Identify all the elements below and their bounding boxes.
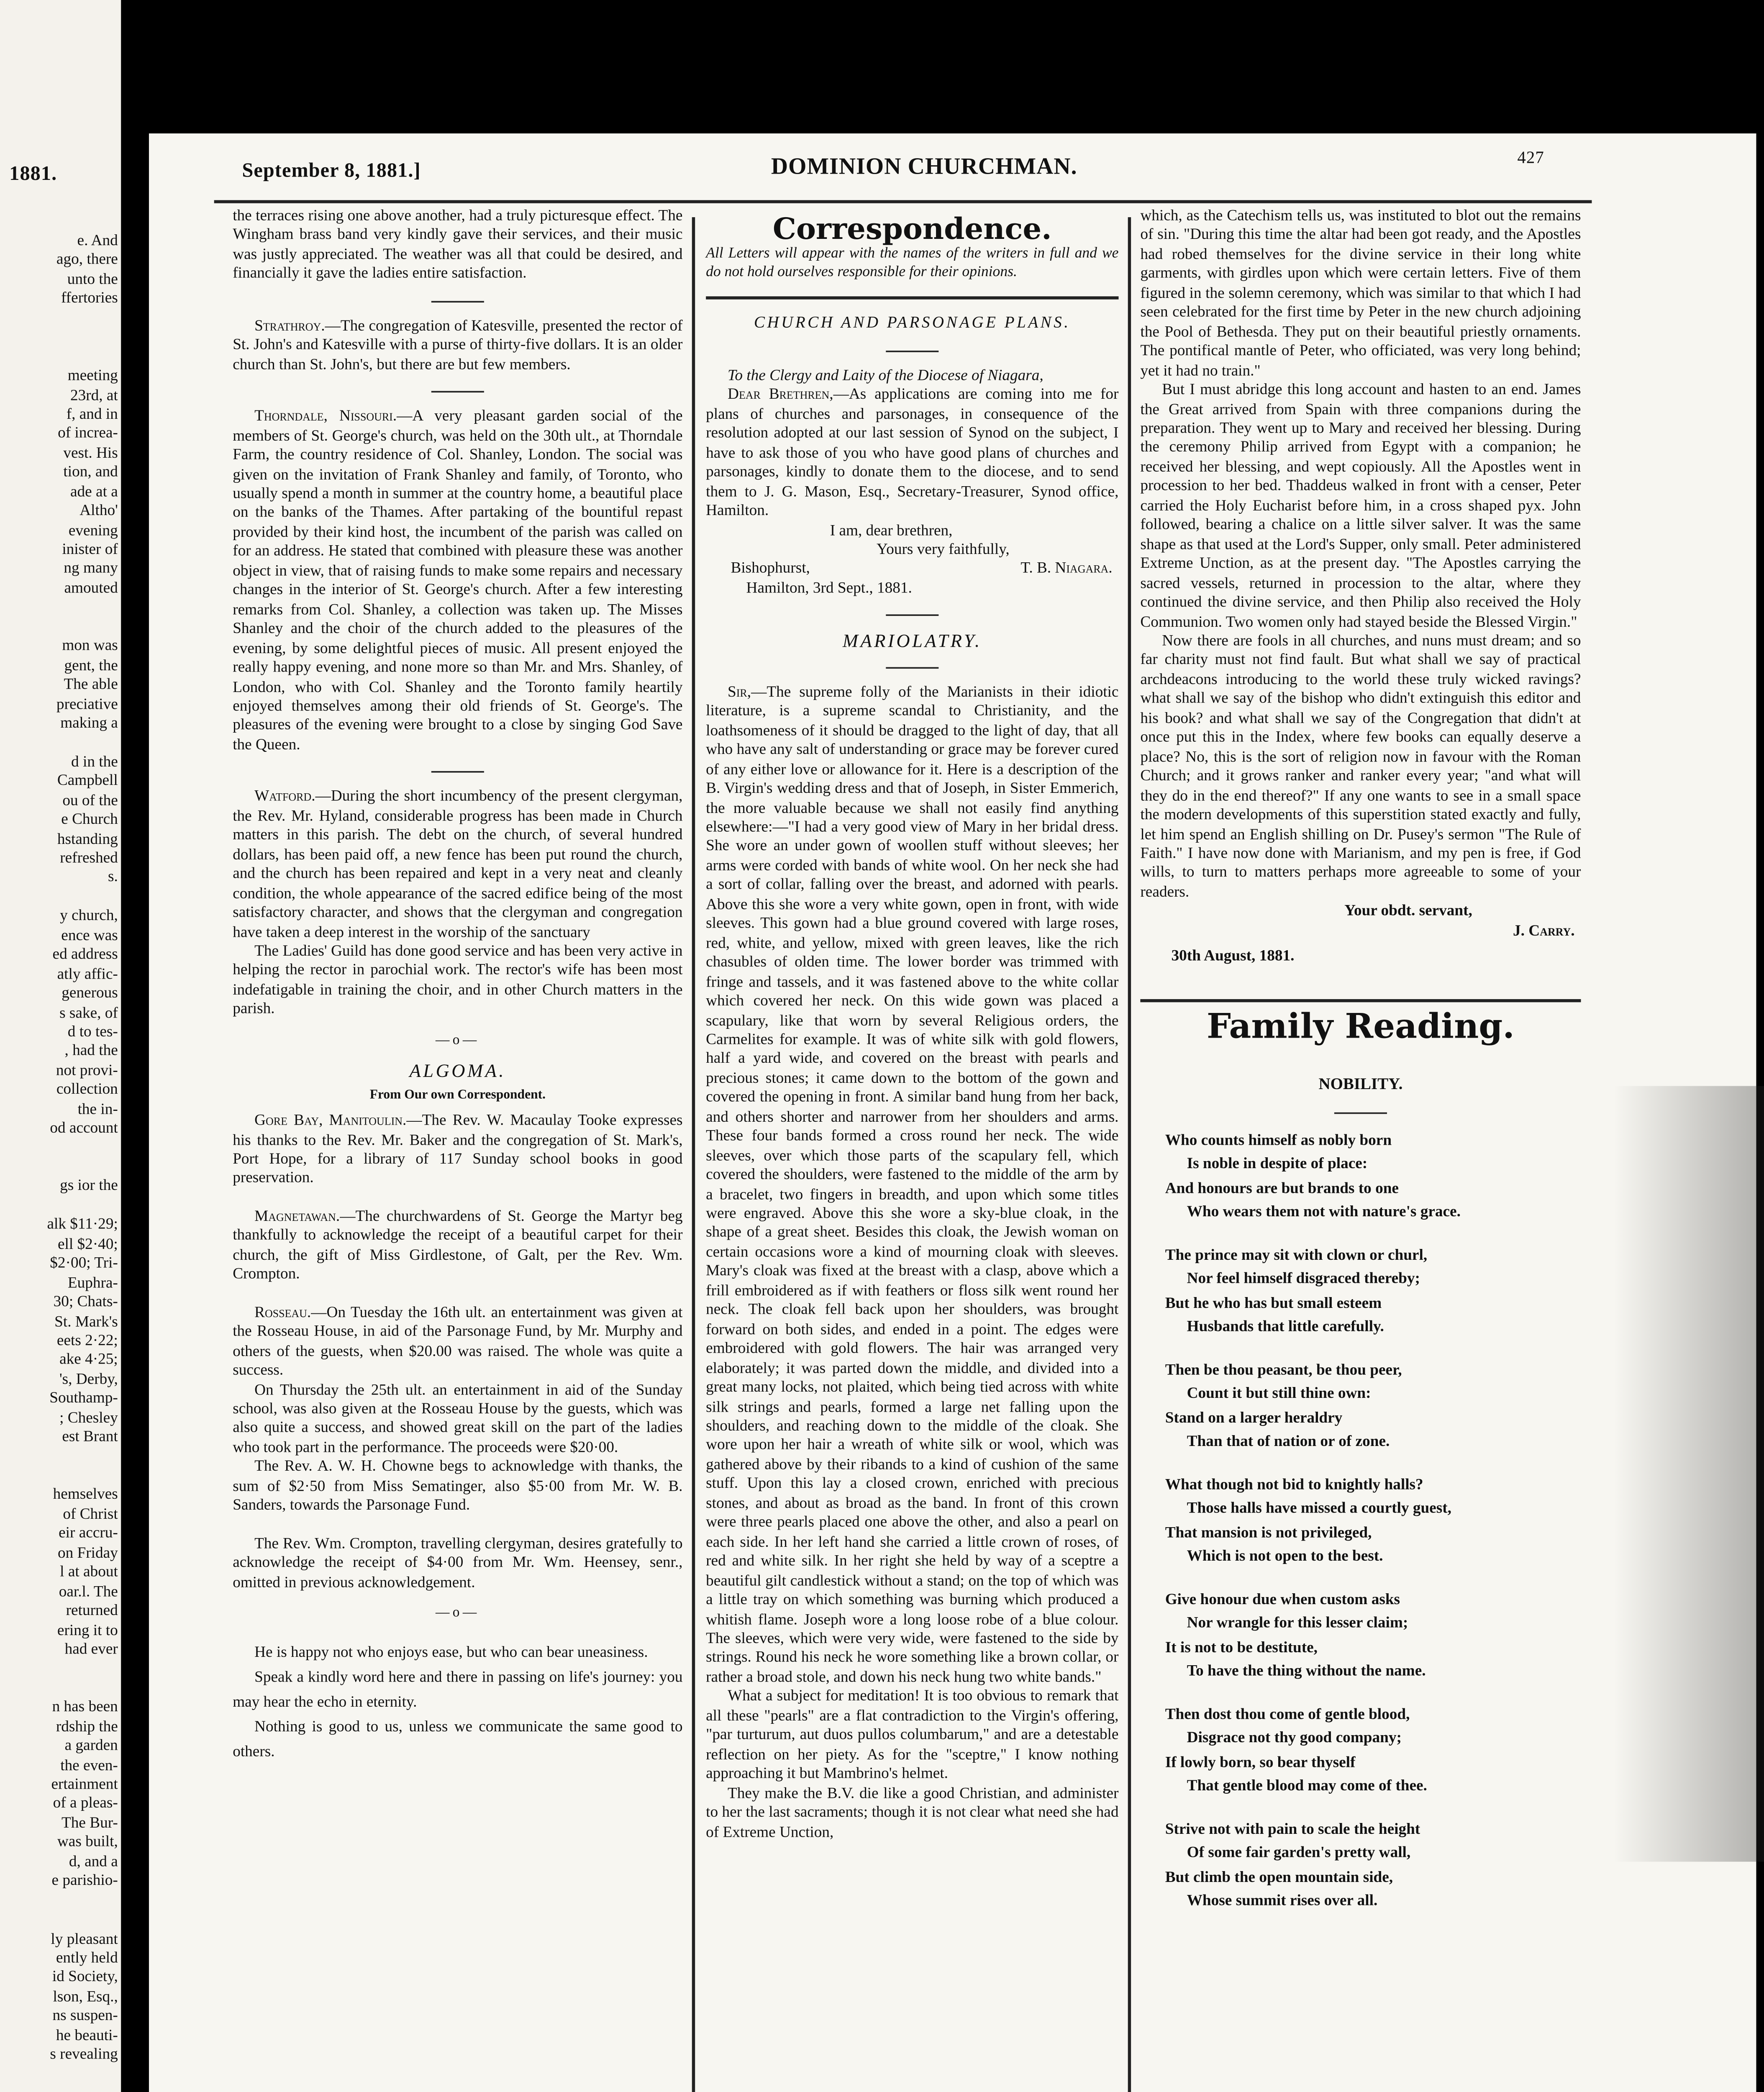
poem-line: And honours are but brands to one <box>1165 1180 1399 1197</box>
paragraph-text: —The congregation of Katesville, presented the rector of St. John's and Katesville with a purse of thirty-five dollars. It is an older church than St. John's, but there are but few members. <box>233 318 683 374</box>
poem-stanza <box>1140 1129 1581 1225</box>
facing-page-line: od account <box>50 1120 118 1138</box>
place-heading: Watford. <box>254 788 315 806</box>
guild-paragraph: The Ladies' Guild has done good service and has been very active in helping the rector in parochial work. The rector's wife has been most indefatigable in training the choir, and in other Church matters in the parish. <box>233 943 683 1018</box>
facing-page-line: 's, Derby, <box>59 1371 118 1388</box>
poem-line: Give honour due when custom asks <box>1165 1591 1400 1608</box>
facing-page-line: d to tes- <box>67 1024 118 1041</box>
correspondence-title: Correspondence. <box>772 212 1052 247</box>
plans-signature: T. B. Niagara. <box>1020 561 1113 578</box>
facing-page-line: amouted <box>64 580 118 597</box>
facing-page-line: The able <box>64 676 118 694</box>
facing-page-line: hemselves <box>53 1487 118 1504</box>
thorndale-paragraph <box>233 408 682 756</box>
facing-page-line: s. <box>108 869 118 887</box>
separator <box>431 301 484 303</box>
facing-page-line: ly pleasant <box>51 1930 118 1948</box>
rosseau-paragraph <box>233 1305 682 1382</box>
facing-page-line: ; Chesley <box>59 1410 118 1427</box>
facing-page-line <box>0 1159 121 1178</box>
facing-page-line: meeting <box>67 368 118 385</box>
facing-page-line <box>0 599 121 618</box>
poem-line: Nor feel himself disgraced thereby; <box>1187 1271 1420 1288</box>
facing-page-line: e Church <box>61 811 118 829</box>
separator <box>886 615 938 617</box>
mariolatry-paragraph-2: What a subject for meditation! It is too obvious to remark that all these "pearls" are a flat contradiction to the Virgin's offering, "par turturum, aut duos pullos columbarum," and are a detestable reflection on her piety. As for the "sceptre," I know nothing approaching it but Mambrino's helmet. <box>706 1688 1119 1783</box>
facing-page-line <box>0 1680 121 1699</box>
paragraph-text: —A very pleasant garden social of the members of St. George's church, was held on the 30th ult., at Thorndale Farm, the country residence of Col. Shanley, London. The social was given on the invitation of Frank Shanley and family, of Toronto, who usually spend a month in summer at the country home, a beautiful place on the banks of the Thames. After partaking of the bountiful repast provided by their kind host, the incumbent of the parish was called on for an address. He stated that combined with pleasure these was another object in view, that of raising funds to make some repairs and necessary changes in the interior of St. George's church. After a few interesting remarks from Col. Shanley, a collection was taken up. The Misses Shanley and the choir of the church added to the pleasures of the evening, by some delightful pieces of music. All present enjoyed the really happy evening, and none more so than Mr. and Mrs. Shanley, of London, who with Col. Shanley and the Toronto family heartily enjoyed themselves among their old friends of St. George's. The pleasures of the evening were brought to a close by singing God Save the Queen. <box>233 408 683 754</box>
facing-page-strip <box>0 0 121 2092</box>
watford-paragraph <box>233 789 682 943</box>
facing-page-line: refreshed <box>60 850 118 867</box>
poem-line: The prince may sit with clown or churl, <box>1165 1246 1428 1264</box>
column-rule-2 <box>1128 217 1131 2092</box>
poem-line: Then dost thou come of gentle blood, <box>1165 1706 1410 1723</box>
facing-page-year: 1881. <box>9 161 57 185</box>
algoma-subtitle: From Our own Correspondent. <box>369 1085 546 1101</box>
facing-page-line: ns suspen- <box>52 2008 118 2025</box>
column-3 <box>1140 208 1581 1933</box>
facing-page-line: eir accru- <box>59 1525 118 1543</box>
facing-page-line: atly affic- <box>57 966 118 983</box>
paragraph-text: —As applications are coming into me for plans of churches and parsonages, in consequence of the resolution adopted at our last session of Synod on the subject, I have to ask those of you who have good plans of churches and parsonages, kindly to donate them to the diocese, and to send them to J. G. Mason, Esq., Secretary-Treasurer, Synod office, Hamilton. <box>706 387 1119 520</box>
facing-page-line: , had the <box>64 1043 118 1060</box>
facing-page-line: ently held <box>56 1950 118 1967</box>
maxim: Nothing is good to us, unless we communicate the same good to others. <box>233 1718 683 1760</box>
place-heading: Rosseau. <box>254 1304 311 1322</box>
facing-page-line: had ever <box>64 1641 118 1659</box>
poem-line: Is noble in despite of place: <box>1187 1156 1368 1173</box>
facing-page-line: he beauti- <box>56 2027 118 2044</box>
facing-page-text <box>0 233 121 2066</box>
magnetawan-paragraph <box>233 1208 682 1286</box>
separator <box>886 667 938 669</box>
poem-line: What though not bid to knightly halls? <box>1165 1476 1423 1494</box>
poem-stanza <box>1140 1703 1581 1799</box>
poem-line: Stand on a larger heraldry <box>1165 1410 1343 1427</box>
facing-page-line: hstanding <box>57 831 118 848</box>
facing-page-line: not provi- <box>56 1062 118 1080</box>
paragraph-text: —During the short incumbency of the present clergyman, the Rev. Mr. Hyland, considerable progress has been made in Church matters in this parish. The debt on the church, of several hundred dollars, has been paid off, a new fence has been put round the church, and the church has been repaired and kept in a very neat and cleanly condition, the whole appearance of the sacred edifice being of the most satisfactory character, and shows that the clergyman and congregation have taken a deep interest in the worship of the sanctuary <box>233 788 683 941</box>
facing-page-line: was built, <box>57 1834 118 1851</box>
poem-line: Than that of nation or of zone. <box>1187 1433 1390 1451</box>
facing-page-line: rdship the <box>56 1718 118 1736</box>
facing-page-line <box>0 349 121 368</box>
facing-page-line: s revealing <box>50 2046 118 2064</box>
gore-bay-paragraph <box>233 1113 682 1190</box>
page-shading <box>1613 1086 1764 1862</box>
facing-page-line: est Brant <box>62 1429 118 1446</box>
poem-stanza <box>1140 1359 1581 1455</box>
facing-page-line: Campbell <box>57 773 118 790</box>
facing-page-line: d in the <box>71 754 118 771</box>
mariolatry-paragraph-3: They make the B.V. die like a good Christian, and administer to her the last sacraments; though it is not clear what need she had of Extreme Unction, <box>706 1785 1119 1841</box>
poem-line: Who wears them not with nature's grace. <box>1187 1204 1461 1221</box>
facing-page-line <box>0 619 121 638</box>
facing-page-line: l at about <box>60 1564 118 1582</box>
poem-line: Strive not with pain to scale the height <box>1165 1820 1420 1838</box>
facing-page-line: f, and in <box>66 406 118 424</box>
facing-page-line: n has been <box>52 1699 118 1716</box>
facing-page-line: ence was <box>61 927 118 945</box>
poem-line: Husbands that little carefully. <box>1187 1319 1384 1336</box>
plans-signature-row <box>706 561 1118 580</box>
letter-dear: Dear Brethren, <box>728 387 833 404</box>
facing-page-line: of a pleas- <box>53 1795 118 1813</box>
facing-page-line: vest. His <box>63 445 118 462</box>
crompton-paragraph: The Rev. Wm. Crompton, travelling clergyman, desires gratefully to acknowledge the receipt of $4·00 from Mr. Wm. Heensey, senr., omitted in previous acknowledgement. <box>233 1535 683 1592</box>
gutter-edge <box>124 0 143 2092</box>
poem-stanza <box>1140 1818 1581 1914</box>
mariolatry-title: MARIOLATRY. <box>842 630 982 652</box>
facing-page-line: collection <box>56 1082 118 1099</box>
facing-page-line <box>0 1197 121 1217</box>
facing-page-line <box>0 734 121 754</box>
facing-page-line: e parishio- <box>51 1873 118 1890</box>
section-rule <box>1140 999 1581 1002</box>
section-rule <box>706 297 1118 300</box>
page-number: 427 <box>1517 149 1544 168</box>
facing-page-line: returned <box>66 1602 118 1620</box>
facing-page-line: ell $2·40; <box>57 1236 118 1254</box>
facing-page-line <box>0 329 121 349</box>
facing-page-line: ng many <box>64 561 118 578</box>
place-heading: Thorndale, Nissouri. <box>254 408 397 426</box>
facing-page-line: the even- <box>60 1757 118 1774</box>
poem-line: Count it but still thine own: <box>1187 1385 1371 1403</box>
letter-signature: J. Carry. <box>1513 923 1575 940</box>
facing-page-line: ake 4·25; <box>59 1352 118 1369</box>
plans-date: Hamilton, 3rd Sept., 1881. <box>746 580 912 597</box>
facing-page-line: of increa- <box>58 426 118 443</box>
facing-page-line <box>0 1661 121 1680</box>
poem-line: Disgrace not thy good company; <box>1187 1730 1402 1747</box>
paragraph-text: —On Tuesday the 16th ult. an entertainment was given at the Rosseau House, in aid of the Parsonage Fund, by Mr. Murphy and others of the guests, when $20.00 was raised. The whole was quite a success. <box>233 1304 683 1379</box>
poem-title: NOBILITY. <box>1318 1077 1403 1094</box>
facing-page-line: inister of <box>62 541 118 559</box>
facing-page-line <box>0 1892 121 1911</box>
header-rule <box>214 200 1592 203</box>
poem-line: Then be thou peasant, be thou peer, <box>1165 1361 1402 1379</box>
facing-page-line: d, and a <box>69 1854 118 1871</box>
ornament-separator: —o— <box>436 1031 480 1047</box>
facing-page-line: lson, Esq., <box>53 1988 118 2006</box>
poem-stanza <box>1140 1243 1581 1340</box>
poem-line: It is not to be destitute, <box>1165 1639 1318 1656</box>
separator <box>431 772 484 773</box>
separator <box>1334 1112 1387 1113</box>
facing-page-line: ade at a <box>70 483 118 501</box>
facing-page-line: 30; Chats- <box>53 1294 118 1311</box>
paragraph-text: —The supreme folly of the Marianists in their idiotic literature, is a supreme scandal to Christianity, and the loathsomeness of it should be dragged to the light of day, that all who have any salt of understanding or grace may be forever cured of any either love or allowance for it. Here is a description of the B. Virgin's wedding dress and that of Joseph, in Sister Emmerich, the more valuable because we shall not easily find anything elsewhere:—"I had a very good view of Mary in her bridal dress. She wore an under gown of woollen stuff without sleeves; her arms were corded with bands of white wool. On her neck she had a sort of collar, falling over the breast, and adorned with pearls. Above this she wore a very white gown, open in front, with wide sleeves. This gown had a blue ground covered with large roses, red, white, and yellow, mixed with green leaves, like the rich chasubles of olden time. The lower border was trimmed with fringe and tassels, and it was fastened above to the white collar which covered her neck. On this wide gown was placed a scapulary, like that worn by several Religious orders, the Carmelites for example. It was of white silk with gold flowers, half a yard wide, and covered on the breast with pearls and precious stones; it came down to the bottom of the gown and covered the opening in front. A similar band hung from her back, and others shorter and narrower from her shoulders and arms. These four bands formed a cross round her neck. The wide sleeves, over which those parts of the scapulary fell, which covered the shoulders, were fastened to the middle of the arm by a bracelet, two fingers in breadth, and upon which some titles were engraved. Above this she wore a sky-blue cloak, in the shape of a great sheet. Besides this cloak, the Jewish woman on certain occasions wore a kind of mourning cloak with sleeves. Mary's cloak was fixed at the breast with a clasp, above which a frill embroidered as if with feathers or floss silk went round her neck. The cloak fell back upon her shoulders, was brought forward on both sides, and ended in a point. The edges were embroidered with gold flowers. The hair was arranged very elaborately; it was parted down the middle, and divided into a great many locks, not plaited, which being tied across with white silk strings and pearls, formed a large net falling upon the shoulders, and reaching down to the middle of the cloak. She wore upon her hair a wreath of white silk or wool, which was gathered above by their ribands to a kind of cushion of the same stuff. Upon this lay a closed crown, enriched with precious stones, and about as broad as the band. In front of this crown were three pearls placed one above the other, and also a pearl on each side. In her left hand she carried a little crown of roses, of red and white silk. In her right she held by way of a sceptre a beautiful gilt candlestick without a stand; on the top of which was a little tray on which something was burning which produced a whitish flame. Joseph wore a long loose robe of a blue colour. The sleeves, which were very wide, were fastened to the side by strings. Round his neck he wore something like a brown collar, or rather a broad stole, and down his neck hung two white bands." <box>706 684 1119 1687</box>
facing-page-line: ed address <box>52 946 118 964</box>
facing-page-line: St. Mark's <box>54 1313 118 1331</box>
plans-letter <box>706 387 1118 522</box>
poem-body <box>1140 1129 1581 1914</box>
facing-page-line: on Friday <box>57 1545 118 1562</box>
strathroy-paragraph <box>233 318 682 376</box>
column-1 <box>233 208 682 1765</box>
plans-closing-2: Yours very faithfully, <box>877 541 1010 559</box>
facing-page-line <box>0 1468 121 1487</box>
poem-line: That gentle blood may come of thee. <box>1187 1778 1427 1795</box>
poem-line: Who counts himself as nobly born <box>1165 1132 1392 1149</box>
facing-page-line <box>0 1140 121 1159</box>
facing-page-line: Altho' <box>79 502 118 520</box>
facing-page-line: mon was <box>62 638 118 655</box>
poem-line: Those halls have missed a courtly guest, <box>1187 1500 1451 1518</box>
place-heading: Strathroy. <box>254 318 325 335</box>
plans-title: CHURCH AND PARSONAGE PLANS. <box>754 315 1071 333</box>
mariolatry-paragraph <box>706 684 1118 1688</box>
ornament-separator: —o— <box>436 1604 480 1620</box>
mariolatry-continued: which, as the Catechism tells us, was instituted to blot out the remains of sin. "During this time the altar had been got ready, and the Apostles had robed themselves for the divine service in their long white garments, with girdles upon which were certain letters. Five of them figured in the solemn ceremony, which was similar to that which I had seen celebrated for the first time by Peter in the new church adjoining the Pool of Bethesda. They put on their beautiful priestly ornaments. The pontifical mantle of Peter, who officiated, was very long behind; yet it had no train." <box>1140 208 1581 380</box>
letter-date: 30th August, 1881. <box>1171 948 1295 966</box>
paragraph-text: —The churchwardens of St. George the Martyr beg thankfully to acknowledge the receipt of a beautiful carpet for their church, the gift of Miss Girdlestone, of Galt, per the Rev. Wm. Crompton. <box>233 1208 683 1284</box>
facing-page-line: eets 2·22; <box>56 1332 118 1350</box>
poem-line: To have the thing without the name. <box>1187 1663 1426 1681</box>
poem-line: But he who has but small esteem <box>1165 1295 1382 1312</box>
poem-line: That mansion is not privileged, <box>1165 1524 1372 1542</box>
facing-page-line: a garden <box>64 1738 118 1755</box>
facing-page-line: $2·00; Tri- <box>50 1255 118 1273</box>
separator <box>431 391 484 393</box>
poem-line: Which is not open to the best. <box>1187 1548 1383 1566</box>
mariolatry-continued-3: Now there are fools in all churches, and nuns must dream; and so far charity must not find fault. But what shall we say of practical archdeacons introducing to the world these truly wicked ravings? what shall we say of the bishop who didn't extinguish this editor and his book? and what shall we say of the Congregation that didn't at once put this in the Index, where few books can equally deserve a place? No, this is the sort of religion now in favour with the Roman Church; and it grows ranker and ranker every year; "and what will they do in the end thereof?" If any one wants to see in a small space the modern developments of this superstition stated exactly and fully, let him spend an English shilling on Dr. Pusey's sermon "The Rule of Faith." I have now done with Marianism, and my pen is free, if God wills, to turn to matters perhaps more agreeable to some of your readers. <box>1140 633 1581 901</box>
facing-page-line: id Society, <box>52 1969 118 1987</box>
facing-page-line: alk $11·29; <box>47 1217 118 1234</box>
maxim: Speak a kindly word here and there in passing on life's journey: you may hear the echo in eternity. <box>233 1669 683 1711</box>
poem-stanza <box>1140 1588 1581 1684</box>
facing-page-line: The Bur- <box>61 1815 118 1832</box>
facing-page-line: ertainment <box>51 1776 118 1794</box>
facing-page-line: Southamp- <box>49 1390 118 1408</box>
facing-page-line <box>0 889 121 908</box>
poem-line: If lowly born, so bear thyself <box>1165 1754 1356 1771</box>
letter-salutation: Sir, <box>728 684 751 701</box>
algoma-title: ALGOMA. <box>409 1060 506 1082</box>
maxim: He is happy not who enjoys ease, but who can bear uneasiness. <box>254 1643 648 1661</box>
facing-page-line: ering it to <box>57 1622 118 1639</box>
facing-page-line: generous <box>62 985 118 1002</box>
facing-page-line: oar.l. The <box>59 1583 118 1601</box>
facing-page-line: ago, there <box>56 252 118 269</box>
mariolatry-continued-2: But I must abridge this long account and hasten to an end. James the Great arrived from Spain with three companions during the preparation. They went up to Mary and received her blessing. During the ceremony Philip arrived from Egypt with a companion; he received her blessing, and wept copiously. All the Apostles went in procession to her bed. Thaddeus walked in front with a censer, Peter carried the Holy Eucharist before him, in a cross shaped pyx. John followed, bearing a chalice on a little silver salver. It was the same shape as that used at the Lord's Supper, only small. Peter administered Extreme Unction, as at the present day. "The Apostles carrying the sacred vessels, returned in procession to the altar, where they continued the divine service, and then Philip also received the Holy Communion. Two women only had stayed beside the Blessed Virgin." <box>1140 382 1581 631</box>
facing-page-line: the in- <box>77 1101 118 1118</box>
facing-page-line <box>0 310 121 329</box>
separator <box>886 351 938 352</box>
facing-page-line <box>0 1449 121 1468</box>
facing-page-line: making a <box>60 715 118 732</box>
plans-place: Bishophurst, <box>731 561 810 578</box>
facing-page-line: of Christ <box>63 1506 118 1523</box>
plans-closing-1: I am, dear brethren, <box>830 522 953 539</box>
facing-page-line: tion, and <box>63 464 118 482</box>
facing-page-line <box>0 1911 121 1930</box>
poem-stanza <box>1140 1473 1581 1569</box>
facing-page-line: unto the <box>67 271 118 289</box>
facing-page-line: y church, <box>60 908 118 926</box>
poem-line: Nor wrangle for this lesser claim; <box>1187 1615 1408 1633</box>
plans-salutation: To the Clergy and Laity of the Diocese of Niagara, <box>728 367 1044 385</box>
page-masthead: DOMINION CHURCHMAN. <box>771 155 1077 180</box>
facing-page-line: Euphra- <box>67 1274 118 1292</box>
facing-page-line: evening <box>68 522 118 539</box>
facing-page-line: e. And <box>77 233 118 250</box>
family-reading-title: Family Reading. <box>1207 1006 1515 1047</box>
place-heading: Magnetawan. <box>254 1208 340 1226</box>
column-2 <box>706 208 1118 1843</box>
facing-page-line: ou of the <box>62 792 118 810</box>
facing-page-line: gs ior the <box>60 1178 118 1195</box>
paragraph-text: —The Rev. W. Macaulay Tooke expresses his thanks to the Rev. Mr. Baker and the congregation of St. Mark's, Port Hope, for a library of 117 Sunday school books in good preservation. <box>233 1113 683 1188</box>
facing-page-line: gent, the <box>64 657 118 674</box>
place-heading: Gore Bay, Manitoulin. <box>254 1113 407 1130</box>
thursday-paragraph: On Thursday the 25th ult. an entertainment in aid of the Sunday school, was also given at the Rosseau House by the guests, which was also quite a success, and showed great skill on the part of the ladies who took part in the performance. The proceeds were $20·00. <box>233 1382 683 1457</box>
facing-page-line: ffertories <box>61 290 118 308</box>
facing-page-line: s sake, of <box>59 1004 118 1022</box>
facing-page-line: preciative <box>56 696 118 713</box>
wingham-paragraph: the terraces rising one above another, had a truly picturesque effect. The Wingham brass band very kindly gave their services, and their music was justly appreciated. The weather was all that could be desired, and financially it gave the ladies entire satisfaction. <box>233 208 683 283</box>
correspondence-note: All Letters will appear with the names of the writers in full and we do not hold ourselves responsible for their opinions. <box>706 246 1119 281</box>
letter-closing: Your obdt. servant, <box>1344 903 1472 921</box>
facing-page-line: 23rd, at <box>70 387 118 404</box>
chowne-paragraph: The Rev. A. W. H. Chowne begs to acknowledge with thanks, the sum of $2·50 from Miss Sematinger, also $5·00 from Mr. W. B. Sanders, towards the Parsonage Fund. <box>233 1459 683 1515</box>
poem-line: But climb the open mountain side, <box>1165 1869 1393 1886</box>
poem-line: Of some fair garden's pretty wall, <box>1187 1845 1411 1862</box>
column-rule-1 <box>692 217 695 2092</box>
page-date: September 8, 1881.] <box>242 158 421 182</box>
poem-line: Whose summit rises over all. <box>1187 1893 1378 1910</box>
